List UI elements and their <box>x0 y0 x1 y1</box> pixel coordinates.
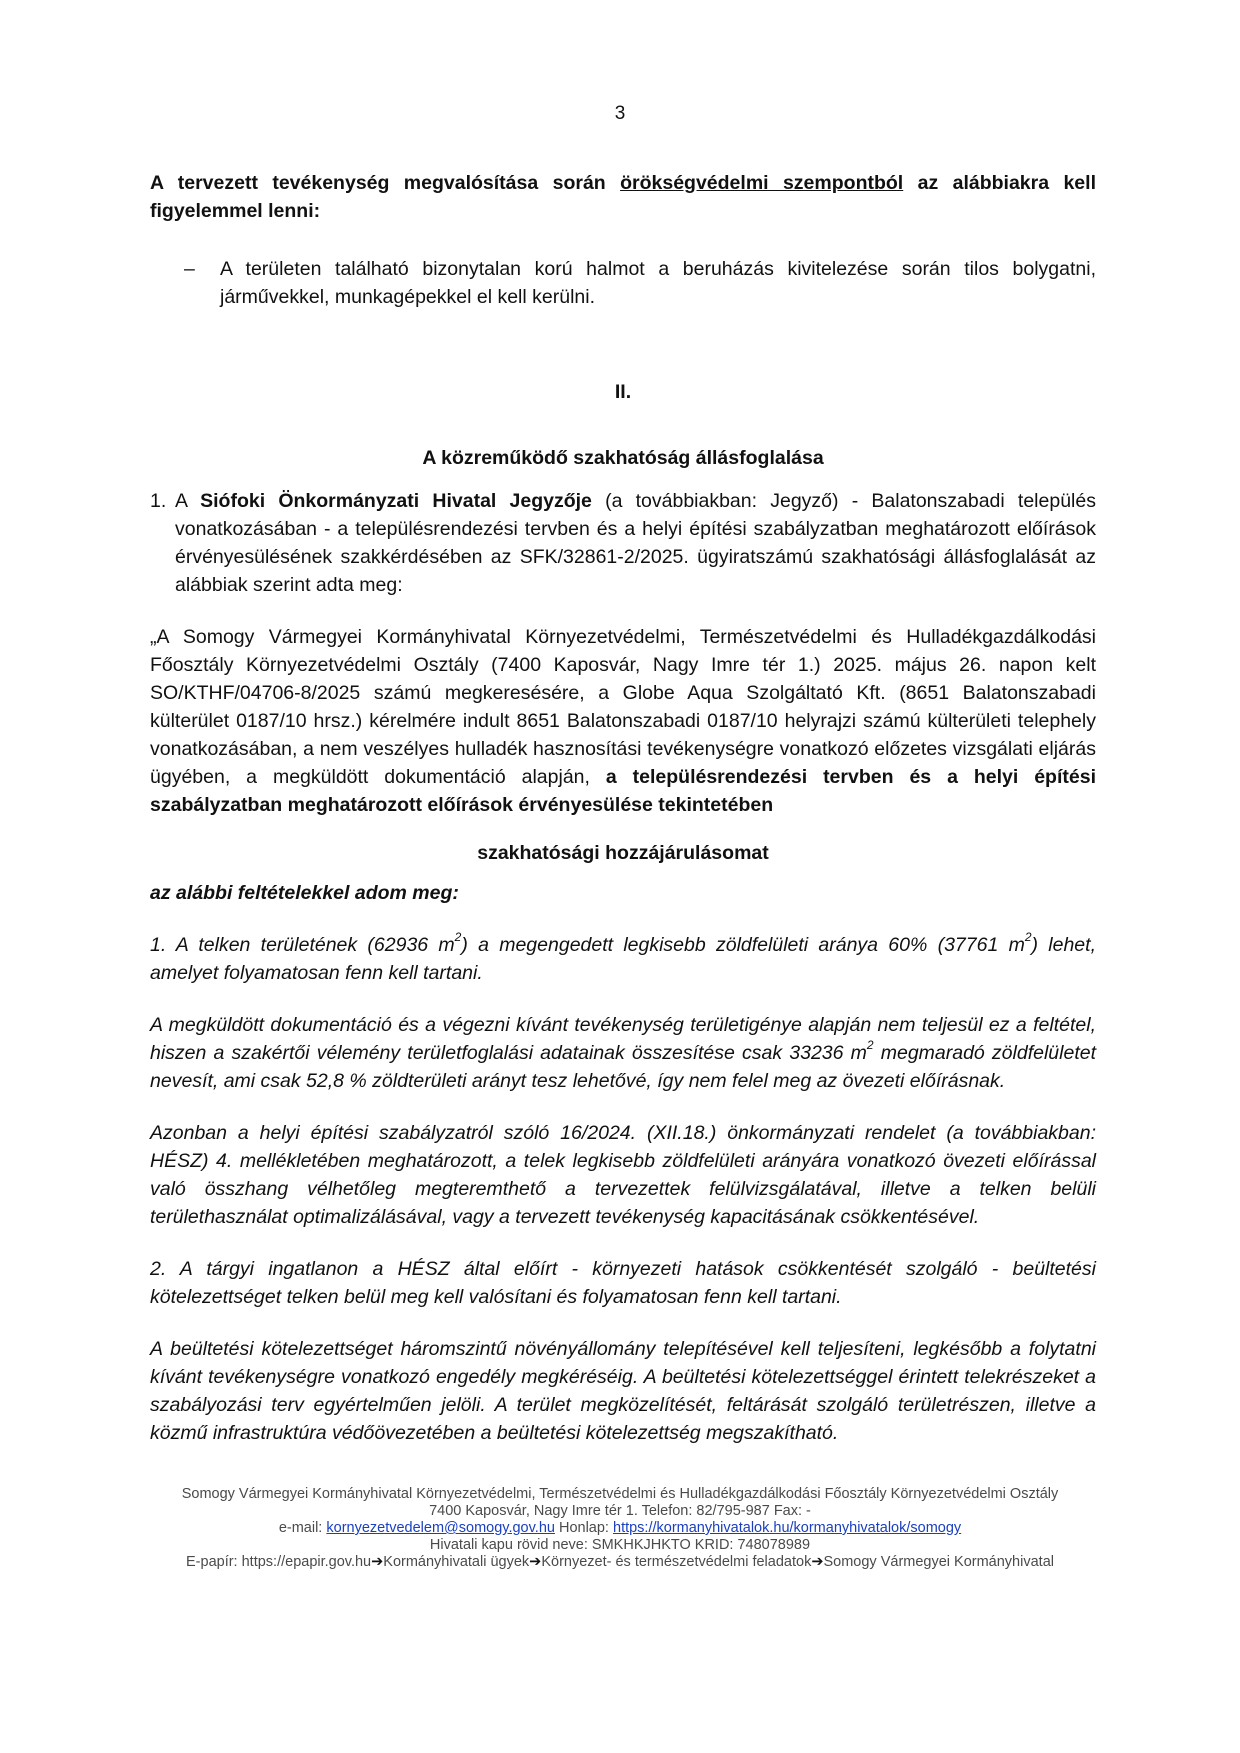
condition-1-explanation: A megküldött dokumentáció és a végezni kívánt tevékenység területigénye alapján nem teljesül ez a feltétel, hiszen a szakértői vélemény területfoglalási adatainak összesítése csak 33236 $m^2$ megmaradó zöldfelületet nevesít, ami csak 52,8 % zöldterületi arányt tesz lehetővé, így nem felel meg az övezeti előírásnak. <box>150 1013 1096 1092</box>
arrow-right-icon: ➔ <box>529 1554 542 1570</box>
arrow-right-icon: ➔ <box>371 1554 384 1570</box>
paragraph-number: 1. <box>150 490 167 512</box>
footer-contacts: e-mail: kornyezetvedelem@somogy.gov.hu Honlap: https://kormanyhivatalok.hu/kormanyhivatalok/somogy <box>278 1520 962 1536</box>
condition-2-details: A beültetési kötelezettséget háromszintű növényállomány telepítésével kell teljesíteni, legkésőbb a folytatni kívánt tevékenységre vonatkozó engedély megkéréséig. A beültetési kötelezettséggel érintett telekrészeket a szabályozási terv egyértelműen jelöli. A terület megközelítését, feltárását szolgáló területrészen, illetve a közmű infrastruktúra védőövezetében a beültetési kötelezettség megszakítható. <box>150 1337 1096 1444</box>
authority-name: Siófoki Önkormányzati Hivatal Jegyzője <box>200 490 592 512</box>
quoted-statement: „A Somogy Vármegyei Kormányhivatal Környezetvédelmi, Természetvédelmi és Hulladékgazdálkodási Főosztály Környezetvédelmi Osztály (7400 Kaposvár, Nagy Imre tér 1.) 2025. május 26. napon kelt SO/KTHF/04706-8/2025 számú megkeresésére, a Globe Aqua Szolgáltató Kft. (8651 Balatonszabadi külterület 0187/10 hrsz.) kérelmére indult 8651 Balatonszabadi 0187/10 helyrajzi számú külterületi telephely vonatkozásában, a nem veszélyes hulladék hasznosítási tevékenységre vonatkozó előzetes vizsgálati eljárás ügyében, a megküldött dokumentáció alapján, a településrendezési tervben és a helyi építési szabályzatban meghatározott előírások érvényesülése tekintetében <box>150 626 1096 816</box>
footer-office: Somogy Vármegyei Kormányhivatal Környezetvédelmi, Természetvédelmi és Hulladékgazdálkodási Főosztály Környezetvédelmi Osztály <box>181 1486 1059 1502</box>
heritage-bullet-text: A területen található bizonytalan korú halmot a beruházás kivitelezése során tilos bolygatni, járművekkel, munkagépekkel el kell kerülni. <box>220 258 1096 308</box>
dash-bullet: – <box>184 258 195 280</box>
conditions-intro: az alábbi feltételekkel adom meg: <box>150 881 459 904</box>
arrow-right-icon: ➔ <box>811 1554 824 1570</box>
condition-1: 1. A telken területének (62936 $m^2$) a megengedett legkisebb zöldfelületi aránya 60% (37761 $m^2$) lehet, amelyet folyamatosan fenn kell tartani. <box>150 930 1096 984</box>
page-footer <box>0 1486 1240 1571</box>
footer-website-link[interactable]: https://kormanyhivatalok.hu/kormanyhivatalok/somogy <box>613 1520 962 1536</box>
contribution-title: szakhatósági hozzájárulásomat <box>477 841 769 864</box>
condition-1-remedy: Azonban a helyi építési szabályzatról szóló 16/2024. (XII.18.) önkormányzati rendelet (a továbbiakban: HÉSZ) 4. mellékletében meghatározott, a telek legkisebb zöldfelületi arányára vonatkozó övezeti előírással való összhang vélhetőleg megteremthető a tervezettek felülvizsgálatával, illetve a telken belüli területhasználat optimalizálásával, vagy a tervezett tevékenység kapacitásának csökkentésével. <box>150 1121 1096 1228</box>
section-title: A közreműködő szakhatóság állásfoglalása <box>422 447 824 469</box>
page-number: 3 <box>614 103 626 124</box>
heritage-underlined: örökségvédelmi szempontból <box>620 172 904 194</box>
footer-email-link[interactable]: kornyezetvedelem@somogy.gov.hu <box>326 1520 555 1536</box>
list-item <box>150 255 1096 311</box>
page-content <box>150 169 1096 1466</box>
quoted-statement-bold: a településrendezési tervben és a helyi építési szabályzatban meghatározott előírások érvényesülése tekintetében <box>150 766 1096 816</box>
footer-epapir: E-papír: https://epapir.gov.hu➔Kormányhivatali ügyek➔Környezet- és természetvédelmi feladatok➔Somogy Vármegyei Kormányhivatal <box>186 1554 1054 1570</box>
footer-address: 7400 Kaposvár, Nagy Imre tér 1. Telefon: 82/795-987 Fax: - <box>429 1503 811 1519</box>
section-roman-numeral: II. <box>614 381 632 403</box>
paragraph-text: A Siófoki Önkormányzati Hivatal Jegyzője (a továbbiakban: Jegyző) - Balatonszabadi település vonatkozásában - a településrendezési tervben és a helyi építési szabályzatban meghatározott előírások érvényesülésének szakkérdésében az SFK/32861-2/2025. ügyiratszámú szakhatósági állásfoglalását az alábbiak szerint adta meg: <box>175 490 1096 596</box>
heritage-heading: A tervezett tevékenység megvalósítása során örökségvédelmi szempontból az alábbiakra kell figyelemmel lenni: <box>150 172 1096 222</box>
footer-krid: Hivatali kapu rövid neve: SMKHKJHKTO KRID: 748078989 <box>429 1537 811 1553</box>
condition-2: 2. A tárgyi ingatlanon a HÉSZ által előírt - környezeti hatások csökkentését szolgáló - beültetési kötelezettséget telken belül meg kell valósítani és folyamatosan fenn kell tartani. <box>150 1257 1096 1308</box>
numbered-paragraph-1 <box>150 487 1096 599</box>
